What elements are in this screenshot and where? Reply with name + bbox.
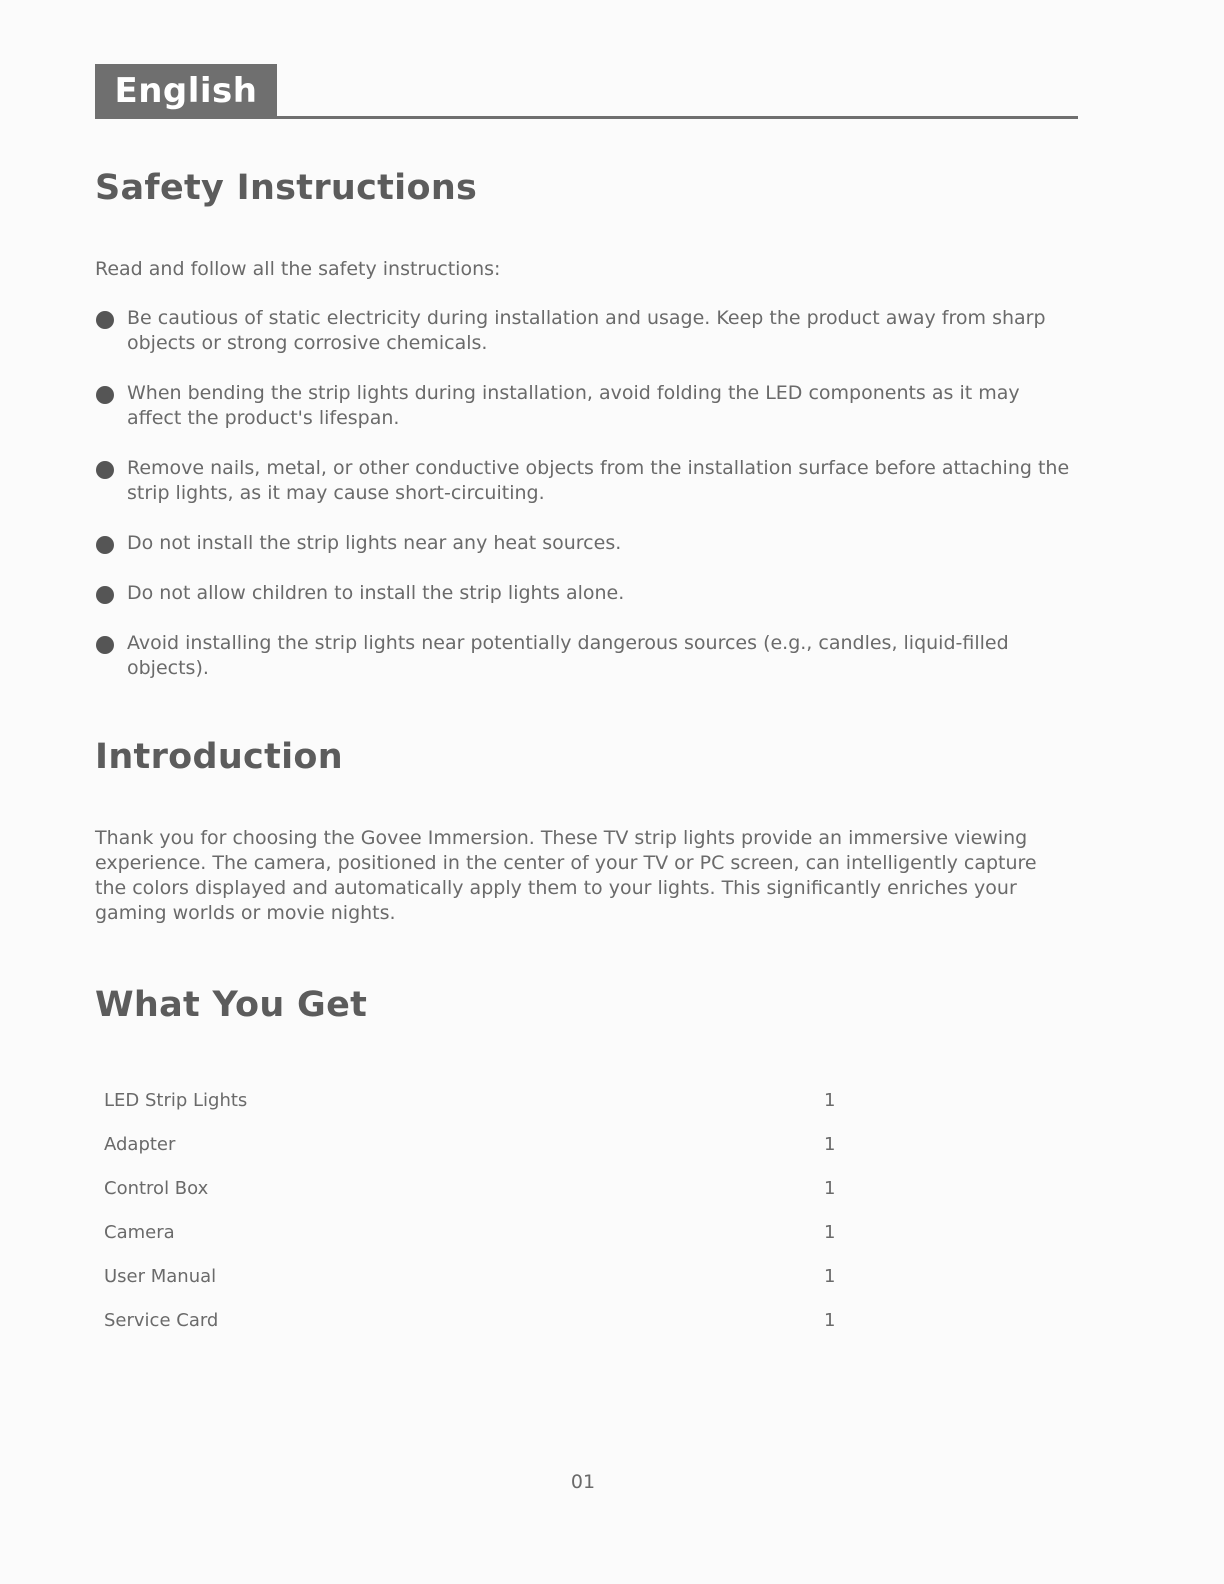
table-row [95, 1122, 1078, 1166]
introduction-title: Introduction [95, 737, 343, 777]
introduction-text: Thank you for choosing the Govee Immersion. These TV strip lights provide an immersive viewing experience. The camera, positioned in the center of your TV or PC screen, can intelligently capture the colors displayed and automatically apply them to your lights. This significantly enriches your gaming worlds or movie nights. [95, 827, 1037, 924]
table-row [95, 1254, 1078, 1298]
table-row [95, 1078, 1078, 1122]
safety-lead-text: Read and follow all the safety instructions: [95, 258, 501, 280]
list-item [95, 531, 1075, 556]
package-contents-table [95, 1078, 1078, 1342]
item-quantity: 1 [824, 1221, 836, 1243]
list-item [95, 581, 1075, 606]
safety-list [95, 306, 1075, 706]
list-item [95, 381, 1075, 431]
item-name: Service Card [104, 1309, 219, 1331]
item-name: User Manual [104, 1265, 217, 1287]
safety-instructions-title: Safety Instructions [95, 168, 478, 208]
list-item [95, 631, 1075, 681]
list-item [95, 306, 1075, 356]
bullet-icon [96, 386, 114, 404]
item-quantity: 1 [824, 1177, 836, 1199]
item-quantity: 1 [824, 1265, 836, 1287]
what-you-get-title: What You Get [95, 985, 368, 1025]
safety-item-text: Do not install the strip lights near any heat sources. [127, 532, 622, 554]
bullet-icon [96, 636, 114, 654]
bullet-icon [96, 311, 114, 329]
item-name: Camera [104, 1221, 175, 1243]
safety-item-text: When bending the strip lights during installation, avoid folding the LED components as it may affect the product's lifespan. [127, 382, 1020, 429]
language-tab: English [95, 64, 277, 119]
language-header [95, 64, 1078, 119]
bullet-icon [96, 536, 114, 554]
bullet-icon [96, 586, 114, 604]
safety-item-text: Remove nails, metal, or other conductive objects from the installation surface before attaching the strip lights, as it may cause short-circuiting. [127, 457, 1070, 504]
item-quantity: 1 [824, 1309, 836, 1331]
item-name: LED Strip Lights [104, 1089, 248, 1111]
item-quantity: 1 [824, 1133, 836, 1155]
item-quantity: 1 [824, 1089, 836, 1111]
item-name: Control Box [104, 1177, 209, 1199]
bullet-icon [96, 461, 114, 479]
table-row [95, 1210, 1078, 1254]
item-name: Adapter [104, 1133, 176, 1155]
safety-item-text: Avoid installing the strip lights near potentially dangerous sources (e.g., candles, liquid-filled objects). [127, 632, 1009, 679]
safety-item-text: Be cautious of static electricity during installation and usage. Keep the product away from sharp objects or strong corrosive chemicals. [127, 307, 1046, 354]
table-row [95, 1166, 1078, 1210]
table-row [95, 1298, 1078, 1342]
page-number: 01 [570, 1471, 596, 1493]
safety-item-text: Do not allow children to install the strip lights alone. [127, 582, 625, 604]
list-item [95, 456, 1075, 506]
header-rule [95, 116, 1078, 119]
